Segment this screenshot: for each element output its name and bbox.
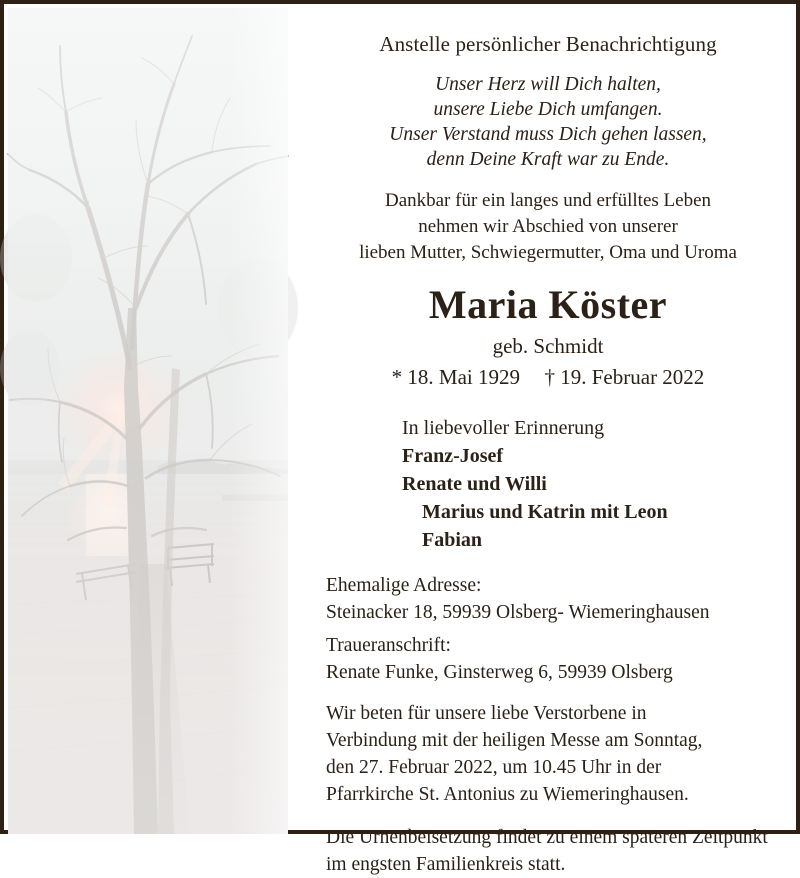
service-line: den 27. Februar 2022, um 10.45 Uhr in der (326, 757, 662, 778)
mourner-name: Renate und Willi (402, 473, 547, 495)
poem (312, 72, 784, 172)
former-address-value: Steinacker 18, 59939 Olsberg- Wiemeringhausen (326, 602, 710, 623)
tree-at-lake-sunset-photo (8, 8, 288, 834)
former-address-label: Ehemalige Adresse: (326, 575, 482, 596)
mourner-name: Fabian (422, 529, 483, 551)
service-line: Pfarrkirche St. Antonius zu Wiemeringhausen. (326, 784, 689, 805)
intro-line: nehmen wir Abschied von unserer (418, 216, 678, 237)
death-symbol: † (544, 365, 555, 389)
service-line: Verbindung mit der heiligen Messe am Sonntag, (326, 730, 703, 751)
burial-line: im engsten Familienkreis statt. (326, 854, 566, 875)
birth-date: 18. Mai 1929 (407, 365, 520, 389)
mourner-name: Franz-Josef (402, 445, 504, 467)
mourning-address-label: Traueranschrift: (326, 635, 451, 656)
mourning-address-value: Renate Funke, Ginsterweg 6, 59939 Olsberg (326, 662, 673, 683)
intro-line: Dankbar für ein langes und erfülltes Leben (384, 190, 712, 211)
mourners-block (312, 414, 784, 554)
poem-line: unsere Liebe Dich umfangen. (433, 99, 663, 120)
maiden-name: geb. Schmidt (492, 334, 604, 358)
service-line: Wir beten für unsere liebe Verstorbene in (326, 703, 647, 724)
burial-paragraph (312, 824, 784, 878)
memory-lead: In liebevoller Erinnerung (402, 417, 605, 439)
deceased-name: Maria Köster (428, 282, 668, 327)
life-dates (312, 362, 784, 392)
intro-text (312, 188, 784, 266)
mourner-name: Marius und Katrin mit Leon (422, 501, 668, 523)
intro-line: lieben Mutter, Schwiegermutter, Oma und Uroma (359, 242, 737, 263)
birth-symbol: * (391, 365, 403, 389)
photo-artwork (8, 8, 288, 834)
service-paragraph (312, 700, 784, 808)
death-date: 19. Februar 2022 (560, 365, 705, 389)
address-block (312, 572, 784, 686)
poem-line: Unser Verstand muss Dich gehen lassen, (389, 124, 707, 145)
notice-text-column (296, 8, 796, 875)
headline: Anstelle persönlicher Benachrichtigung (379, 32, 717, 56)
poem-line: Unser Herz will Dich halten, (435, 74, 661, 95)
burial-line: Die Urnenbeisetzung findet zu einem späteren Zeitpunkt (326, 827, 768, 848)
poem-line: denn Deine Kraft war zu Ende. (426, 149, 670, 170)
